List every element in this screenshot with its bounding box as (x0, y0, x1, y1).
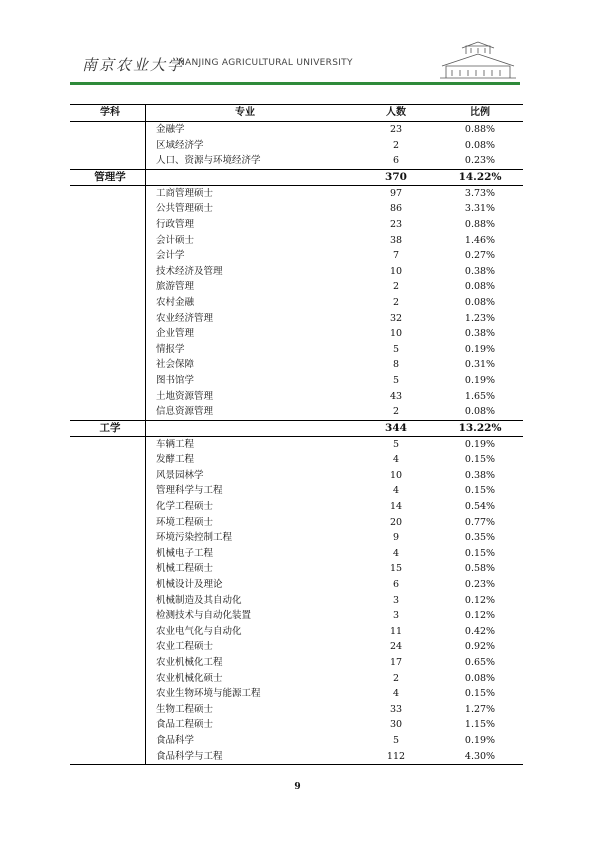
count-cell: 3 (392, 610, 400, 622)
count-cell: 3 (392, 594, 400, 606)
ratio-cell: 0.27% (464, 250, 496, 262)
count-cell: 7 (392, 250, 400, 262)
count-cell: 2 (392, 281, 400, 293)
subject-cell: 工学 (99, 421, 121, 434)
major-cell: 农业电气化与自动化 (156, 625, 242, 637)
major-cell: 食品工程硕士 (156, 719, 214, 731)
ratio-cell: 0.31% (464, 359, 496, 371)
count-cell: 86 (389, 203, 403, 215)
major-cell: 图书馆学 (156, 374, 195, 386)
ratio-cell: 0.38% (464, 469, 496, 481)
table-header-row (70, 104, 523, 122)
major-cell: 检测技术与自动化装置 (156, 610, 252, 622)
ratio-cell: 0.23% (464, 579, 496, 591)
ratio-cell: 1.15% (464, 719, 496, 731)
ratio-cell: 0.42% (464, 625, 496, 637)
table-row (70, 373, 523, 389)
major-cell: 农业工程硕士 (156, 641, 214, 653)
major-cell: 农业机械化硕士 (156, 672, 223, 684)
major-cell: 风景园林学 (156, 469, 204, 481)
major-cell: 食品科学 (156, 734, 195, 746)
count-cell: 4 (392, 485, 400, 497)
major-cell: 农村金融 (156, 296, 195, 308)
count-cell: 33 (389, 703, 403, 715)
count-cell: 11 (389, 625, 403, 637)
major-cell: 农业机械化工程 (156, 657, 223, 668)
major-cell: 会计学 (156, 250, 185, 262)
major-cell: 工商管理硕士 (156, 187, 214, 199)
count-cell: 9 (392, 532, 400, 544)
table-row (70, 201, 523, 217)
category-row (70, 169, 523, 186)
table-row (70, 186, 523, 202)
table-row (70, 326, 523, 342)
count-cell: 24 (389, 641, 403, 653)
major-cell: 金融学 (156, 124, 185, 135)
table-row (70, 217, 523, 233)
ratio-cell: 0.08% (464, 672, 496, 684)
ratio-cell: 0.15% (464, 454, 496, 466)
major-cell: 化学工程硕士 (156, 501, 214, 513)
university-logo-chinese: 南京农业大学 (82, 56, 185, 74)
table-row (70, 577, 523, 593)
ratio-cell: 0.19% (464, 734, 496, 746)
major-cell: 生物工程硕士 (156, 703, 214, 715)
table-row (70, 655, 523, 671)
table-row (70, 357, 523, 373)
table-row (70, 483, 523, 499)
count-cell: 370 (385, 170, 407, 183)
count-cell: 10 (389, 265, 403, 277)
count-cell: 17 (389, 657, 403, 668)
ratio-cell: 0.23% (464, 155, 496, 167)
major-cell: 食品科学与工程 (156, 750, 223, 762)
ratio-cell: 0.12% (464, 594, 496, 606)
major-cell: 社会保障 (156, 359, 195, 371)
count-cell: 2 (392, 139, 400, 151)
major-cell: 发酵工程 (156, 454, 195, 466)
table-row (70, 733, 523, 749)
count-cell: 10 (389, 469, 403, 481)
ratio-cell: 1.46% (464, 234, 496, 246)
ratio-cell: 0.38% (464, 265, 496, 277)
ratio-cell: 13.22% (458, 421, 502, 434)
major-cell: 环境工程硕士 (156, 516, 214, 528)
table-row (70, 749, 523, 765)
major-cell: 农业经济管理 (156, 312, 214, 324)
major-cell: 机械电子工程 (156, 547, 214, 559)
count-cell: 8 (392, 359, 400, 371)
ratio-cell: 0.08% (464, 406, 496, 418)
table-row (70, 639, 523, 655)
table-row (70, 702, 523, 718)
ratio-cell: 1.65% (464, 390, 496, 402)
count-cell: 23 (389, 124, 403, 135)
count-cell: 6 (392, 579, 400, 591)
table-row (70, 468, 523, 484)
major-cell: 会计硕士 (156, 234, 195, 246)
count-cell: 97 (389, 187, 403, 199)
table-row (70, 233, 523, 249)
count-cell: 2 (392, 406, 400, 418)
subject-cell: 管理学 (94, 170, 126, 183)
major-cell: 机械设计及理论 (156, 579, 223, 591)
count-cell: 6 (392, 155, 400, 167)
count-cell: 5 (392, 734, 400, 746)
count-cell: 2 (392, 296, 400, 308)
table-row (70, 122, 523, 138)
ratio-cell: 0.35% (464, 532, 496, 544)
count-cell: 32 (389, 312, 403, 324)
count-cell: 4 (392, 688, 400, 700)
major-cell: 行政管理 (156, 218, 195, 230)
major-cell: 技术经济及管理 (156, 265, 223, 277)
ratio-cell: 0.65% (464, 657, 496, 668)
table-row (70, 138, 523, 154)
major-cell: 农业生物环境与能源工程 (156, 688, 261, 700)
ratio-cell: 1.27% (464, 703, 496, 715)
table-row (70, 153, 523, 169)
ratio-cell: 3.73% (464, 187, 496, 199)
table-row (70, 671, 523, 687)
page-number: 9 (294, 782, 301, 792)
count-cell: 4 (392, 454, 400, 466)
column-header-count: 人数 (386, 107, 406, 118)
count-cell: 112 (386, 750, 406, 762)
statistics-table (70, 104, 523, 765)
major-cell: 土地资源管理 (156, 390, 214, 402)
column-divider (145, 104, 146, 765)
count-cell: 43 (389, 390, 403, 402)
table-row (70, 389, 523, 405)
count-cell: 20 (389, 516, 403, 528)
university-building-icon (438, 40, 518, 82)
count-cell: 10 (389, 328, 403, 340)
ratio-cell: 0.38% (464, 328, 496, 340)
count-cell: 38 (389, 234, 403, 246)
column-header-subject: 学科 (100, 107, 120, 118)
ratio-cell: 0.77% (464, 516, 496, 528)
major-cell: 机械工程硕士 (156, 563, 214, 575)
major-cell: 企业管理 (156, 328, 195, 340)
major-cell: 旅游管理 (156, 281, 195, 293)
table-row (70, 295, 523, 311)
table-row (70, 686, 523, 702)
ratio-cell: 0.15% (464, 547, 496, 559)
major-cell: 信息资源管理 (156, 406, 214, 418)
header-green-rule (70, 82, 520, 85)
ratio-cell: 1.23% (464, 312, 496, 324)
count-cell: 5 (392, 438, 400, 450)
table-row (70, 717, 523, 733)
major-cell: 人口、资源与环境经济学 (156, 155, 261, 167)
major-cell: 环境污染控制工程 (156, 532, 233, 544)
ratio-cell: 0.15% (464, 688, 496, 700)
major-cell: 公共管理硕士 (156, 203, 214, 215)
count-cell: 5 (392, 343, 400, 355)
count-cell: 4 (392, 547, 400, 559)
ratio-cell: 0.88% (464, 218, 496, 230)
ratio-cell: 0.08% (464, 296, 496, 308)
major-cell: 管理科学与工程 (156, 485, 223, 497)
table-row (70, 248, 523, 264)
ratio-cell: 14.22% (458, 170, 502, 183)
table-row (70, 593, 523, 609)
category-row (70, 420, 523, 437)
ratio-cell: 0.08% (464, 281, 496, 293)
ratio-cell: 0.19% (464, 438, 496, 450)
table-row (70, 561, 523, 577)
table-row (70, 311, 523, 327)
column-header-ratio: 比例 (470, 107, 490, 118)
table-bottom-rule (70, 764, 523, 765)
table-row (70, 499, 523, 515)
ratio-cell: 0.54% (464, 501, 496, 513)
table-row (70, 279, 523, 295)
ratio-cell: 0.08% (464, 139, 496, 151)
count-cell: 2 (392, 672, 400, 684)
table-row (70, 515, 523, 531)
table-row (70, 608, 523, 624)
count-cell: 14 (389, 501, 403, 513)
university-logo-english: NANJING AGRICULTURAL UNIVERSITY (178, 58, 353, 68)
count-cell: 344 (385, 421, 407, 434)
count-cell: 5 (392, 374, 400, 386)
ratio-cell: 0.88% (464, 124, 496, 135)
ratio-cell: 0.92% (464, 641, 496, 653)
column-header-major: 专业 (235, 107, 255, 118)
ratio-cell: 0.19% (464, 343, 496, 355)
table-row (70, 342, 523, 358)
table-row (70, 452, 523, 468)
ratio-cell: 0.15% (464, 485, 496, 497)
table-row (70, 546, 523, 562)
table-row (70, 404, 523, 420)
table-row (70, 437, 523, 453)
table-body (70, 122, 523, 764)
ratio-cell: 0.19% (464, 374, 496, 386)
count-cell: 23 (389, 218, 403, 230)
table-row (70, 264, 523, 280)
page-header (70, 40, 520, 85)
ratio-cell: 0.12% (464, 610, 496, 622)
major-cell: 区域经济学 (156, 139, 204, 151)
ratio-cell: 3.31% (464, 203, 496, 215)
major-cell: 机械制造及其自动化 (156, 594, 242, 606)
major-cell: 车辆工程 (156, 438, 195, 450)
table-row (70, 530, 523, 546)
ratio-cell: 0.58% (464, 563, 496, 575)
table-row (70, 624, 523, 640)
major-cell: 情报学 (156, 343, 185, 355)
count-cell: 15 (389, 563, 403, 575)
ratio-cell: 4.30% (464, 750, 496, 762)
count-cell: 30 (389, 719, 403, 731)
